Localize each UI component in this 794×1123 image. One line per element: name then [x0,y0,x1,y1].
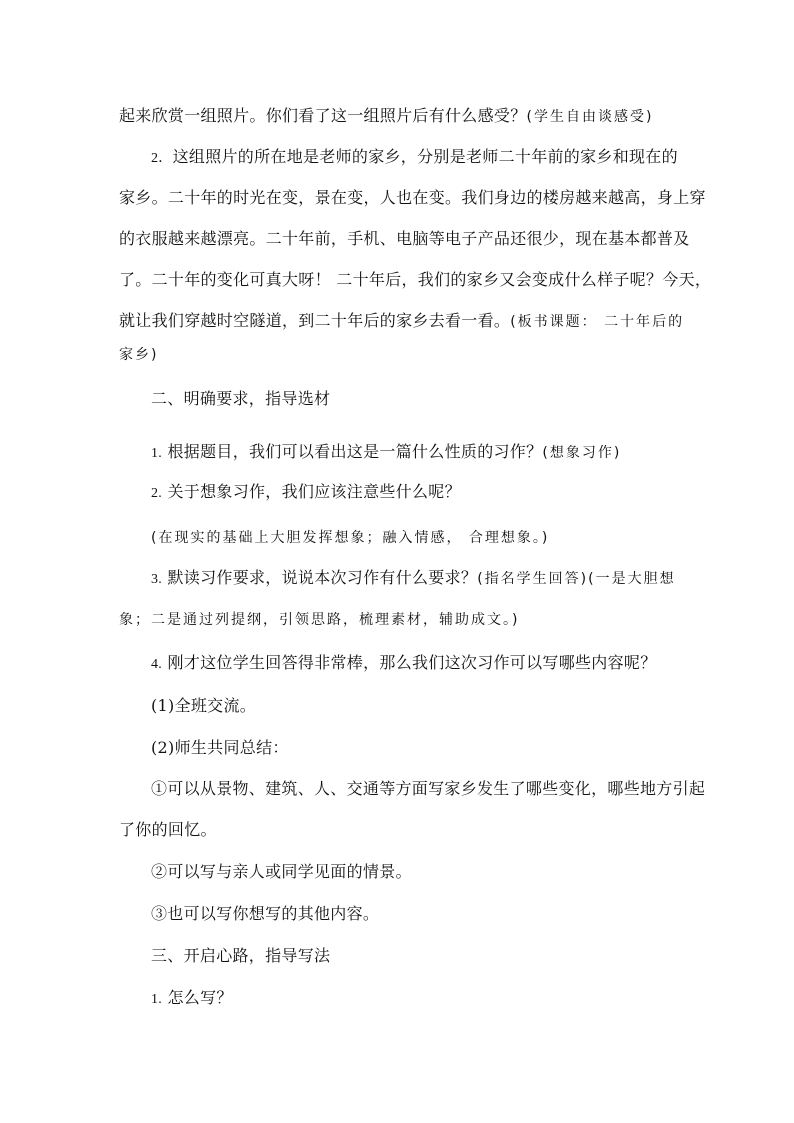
list-item [0,858,794,886]
paragraph-line [0,143,794,171]
body-text: 了你的回忆。 [119,820,217,839]
paragraph-line [0,266,794,294]
section-heading [0,942,794,970]
list-item [0,438,794,466]
item-number: 4. [151,657,163,672]
list-item [0,478,794,506]
paragraph-line [0,816,794,844]
teaching-note: (在现实的基础上大胆发挥想象；融入情感， 合理想象。) [151,530,550,546]
paragraph-line [0,340,794,368]
list-item [0,649,794,677]
list-item [0,564,794,592]
paragraph-line [0,605,794,633]
teaching-note: 象；二是通过列提纲，引领思路，梳理素材，辅助成文。) [119,612,520,628]
teaching-note: (板书课题： 二十年后的 [510,314,685,330]
body-text: 的衣服越来越漂亮。二十年前，手机、电脑等电子产品还很少，现在基本都普及 [119,229,690,248]
paragraph-line [0,307,794,335]
body-text: 家乡。二十年的时光在变，景在变，人也在变。我们身边的楼房越来越高，身上穿 [119,188,706,207]
body-text: 这组照片的所在地是老师的家乡，分别是老师二十年前的家乡和现在的 [172,147,678,166]
body-text: 怎么写？ [162,988,233,1007]
body-text: ③也可以写你想写的其他内容。 [151,904,380,923]
paragraph-line [0,225,794,253]
list-item [0,984,794,1012]
list-item [0,734,794,762]
teaching-note: (想象习作) [542,445,622,461]
item-number: 2． [151,151,173,166]
body-text: (1)全班交流。 [151,696,257,715]
paragraph-line [0,102,794,130]
item-number: 1. [151,992,163,1007]
section-heading [0,385,794,413]
item-number: 1. [151,446,163,461]
body-text: 根据题目，我们可以看出这是一篇什么性质的习作？ [162,442,543,461]
body-text: 关于想象习作，我们应该注意些什么呢？ [162,482,461,501]
list-item [0,692,794,720]
heading-text: 三、开启心路，指导写法 [151,946,331,965]
body-text: 起来欣赏一组照片。你们看了这一组照片后有什么感受？ [119,106,527,125]
heading-text: 二、明确要求，指导选材 [151,389,331,408]
teaching-note: 家乡) [119,347,159,363]
item-number: 3. [151,572,163,587]
body-text: (2)师生共同总结： [151,738,289,757]
teaching-note: (学生自由谈感受) [526,109,654,125]
body-text: 就让我们穿越时空隧道，到二十年后的家乡去看一看。 [119,311,511,330]
body-text: 了。二十年的变化可真大呀！ 二十年后，我们的家乡又会变成什么样子呢？今天， [119,270,712,289]
body-text: 刚才这位学生回答得非常棒，那么我们这次习作可以写哪些内容呢？ [162,653,657,672]
list-item [0,775,794,803]
body-text: 默读习作要求，说说本次习作有什么要求？ [162,568,478,587]
body-text: ①可以从景物、建筑、人、交通等方面写家乡发生了哪些变化，哪些地方引起 [151,779,706,798]
teaching-note: (指名学生回答)(一是大胆想 [477,571,676,587]
body-text: ②可以写与亲人或同学见面的情景。 [151,862,412,881]
list-item [0,900,794,928]
paragraph-line [0,523,794,551]
item-number: 2. [151,486,163,501]
paragraph-line [0,184,794,212]
